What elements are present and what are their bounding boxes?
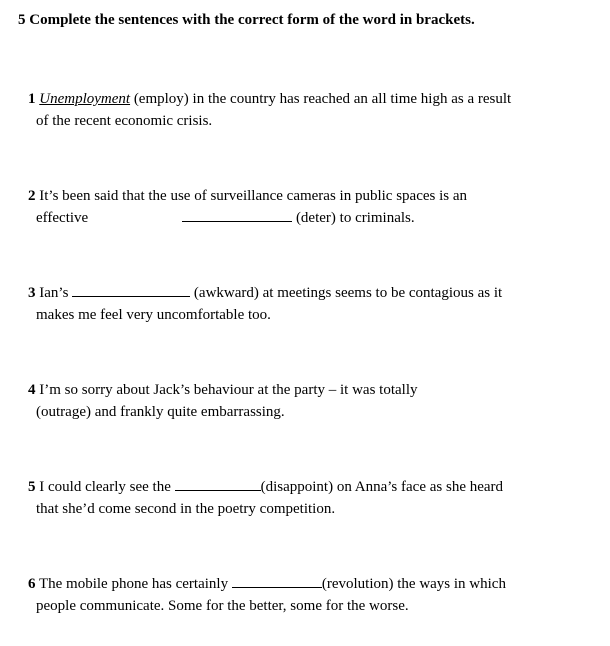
item-3-line-2: makes me feel very uncomfortable too.: [36, 307, 271, 323]
exercise-item-2: [28, 185, 588, 229]
answer-blank[interactable]: [182, 207, 292, 222]
item-2-text-after: (deter) to criminals.: [295, 210, 415, 226]
item-6-text-after: (revolution) the ways in which: [321, 576, 506, 592]
item-5-text-after: (disappoint) on Anna’s face as she heard: [260, 479, 504, 495]
item-3-text-before: Ian’s: [39, 285, 69, 301]
item-3-line-1: [28, 282, 588, 304]
item-5-line-2: that she’d come second in the poetry competition.: [36, 501, 336, 517]
item-6-text-before: The mobile phone has certainly: [38, 576, 229, 592]
item-6-line-2: people communicate. Some for the better, some for the worse.: [36, 598, 409, 614]
item-number: 1: [28, 91, 36, 107]
exercise-item-1: [28, 88, 588, 132]
exercise-item-5: [28, 476, 588, 520]
item-6-line-1: [28, 573, 588, 595]
item-2-line-1: [28, 185, 588, 207]
item-5-text-before: I could clearly see the: [39, 479, 171, 495]
item-number: 6: [28, 576, 36, 592]
item-2-text-before: effective: [36, 210, 89, 226]
answer-blank[interactable]: [175, 476, 261, 491]
item-5-line-1: [28, 476, 588, 498]
item-1-text: (employ) in the country has reached an all time high as a result: [133, 91, 512, 107]
answer-blank[interactable]: [232, 573, 322, 588]
exercise-instruction: 5 Complete the sentences with the correct form of the word in brackets.: [18, 12, 475, 28]
item-1-line-1: [28, 88, 588, 110]
exercise-item-6: [28, 573, 588, 617]
item-4-text: I’m so sorry about Jack’s behaviour at the party – it was totally: [39, 382, 418, 398]
item-number: 4: [28, 382, 36, 398]
example-answer: Unemployment: [39, 91, 131, 107]
exercise-item-4: [28, 379, 588, 423]
item-3-text-after: (awkward) at meetings seems to be contagious as it: [193, 285, 503, 301]
item-2-text: It’s been said that the use of surveillance cameras in public spaces is an: [39, 188, 468, 204]
item-number: 3: [28, 285, 36, 301]
item-4-line-2: (outrage) and frankly quite embarrassing.: [36, 404, 285, 420]
item-4-line-1: [28, 379, 588, 401]
answer-blank[interactable]: [72, 282, 190, 297]
item-number: 2: [28, 188, 36, 204]
item-1-line-2: of the recent economic crisis.: [36, 113, 213, 129]
exercise-item-3: [28, 282, 588, 326]
item-2-line-2: [28, 207, 588, 229]
item-number: 5: [28, 479, 36, 495]
